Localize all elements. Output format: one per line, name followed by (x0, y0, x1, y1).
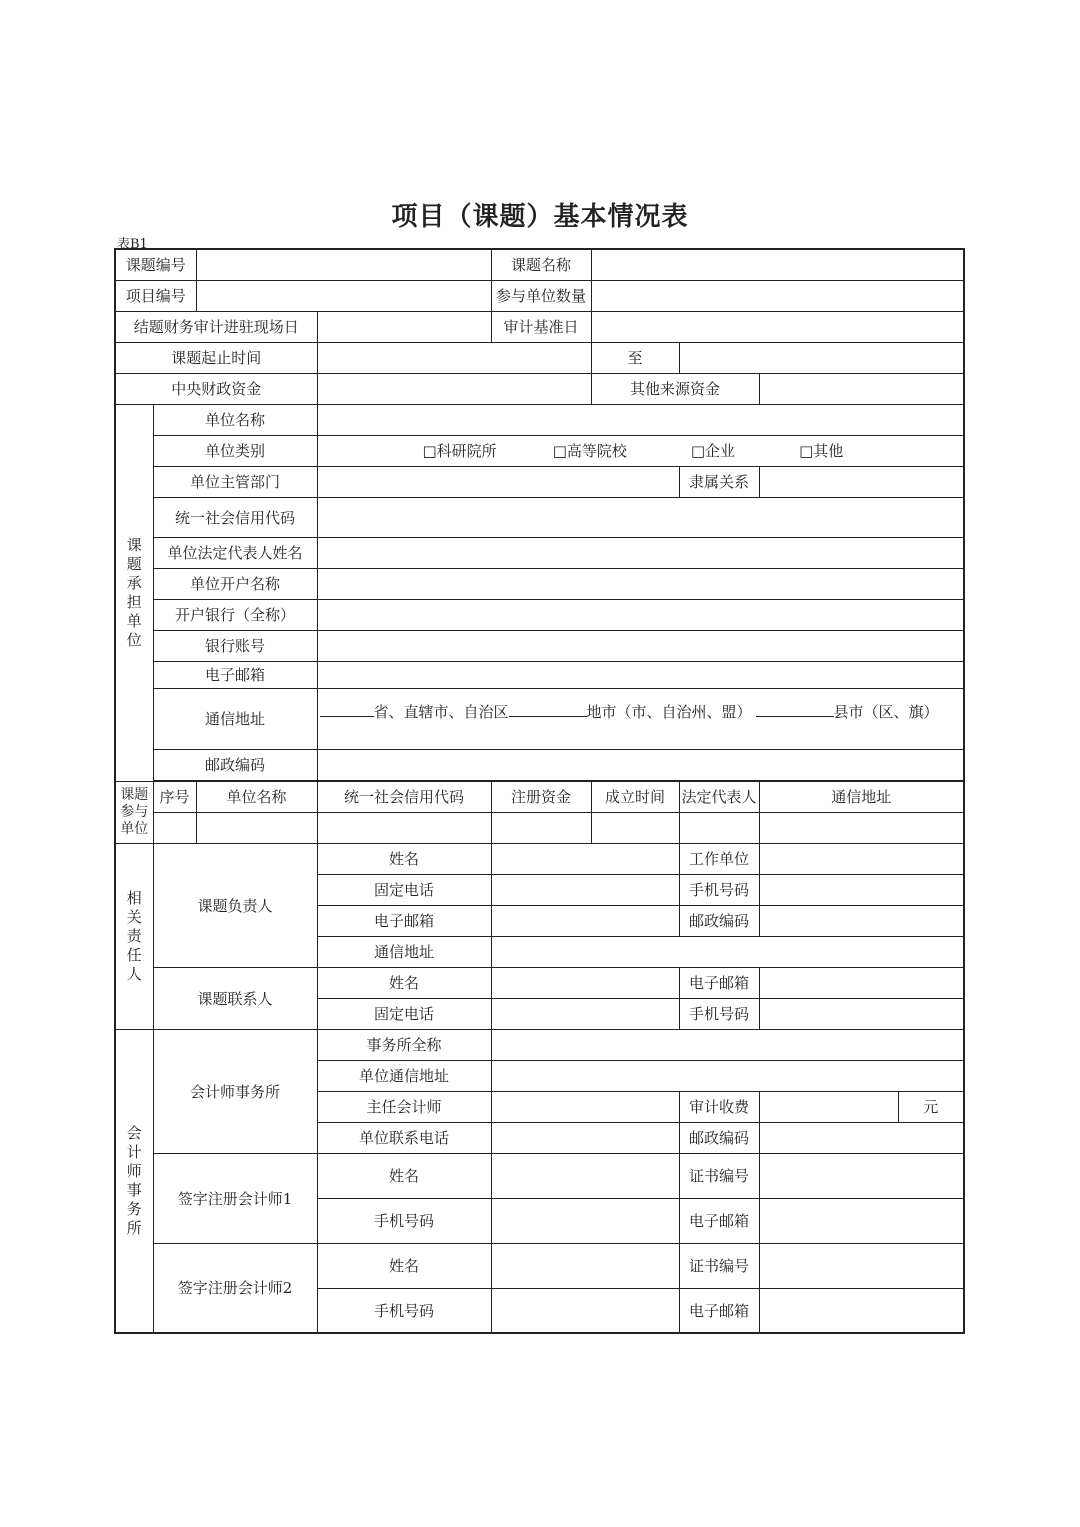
field-work-unit[interactable] (759, 843, 964, 874)
label-leader-name: 姓名 (317, 843, 491, 874)
label-unit-name: 单位名称 (153, 404, 317, 435)
label-contact-landline: 固定电话 (317, 998, 491, 1029)
label-firm: 会计师事务所 (153, 1029, 317, 1153)
label-cpa1-cert: 证书编号 (679, 1153, 759, 1198)
header-registered-capital: 注册资金 (491, 781, 591, 812)
label-firm-address: 单位通信地址 (317, 1060, 491, 1091)
header-address: 通信地址 (759, 781, 964, 812)
label-supervising-dept: 单位主管部门 (153, 466, 317, 497)
field-project-no[interactable] (196, 280, 491, 311)
field-firm-postcode[interactable] (759, 1122, 964, 1153)
unit-type-options (317, 435, 964, 466)
label-other-funds: 其他来源资金 (591, 373, 759, 404)
field-leader-mobile[interactable] (759, 874, 964, 905)
label-firm-phone: 单位联系电话 (317, 1122, 491, 1153)
field-contact-mobile[interactable] (759, 998, 964, 1029)
blank-province[interactable] (320, 706, 374, 717)
label-cpa2-cert: 证书编号 (679, 1243, 759, 1288)
label-signing-cpa-2: 签字注册会计师2 (153, 1243, 317, 1333)
header-credit-code: 统一社会信用代码 (317, 781, 491, 812)
checkbox-enterprise[interactable]: □企业 (690, 442, 736, 460)
checkbox-university[interactable]: □高等院校 (552, 442, 627, 460)
label-leader-email: 电子邮箱 (317, 905, 491, 936)
label-unit-postcode: 邮政编码 (153, 749, 317, 780)
table-tag: 表B1 (117, 237, 148, 252)
label-project-no: 项目编号 (115, 280, 196, 311)
label-currency-unit: 元 (898, 1091, 964, 1122)
label-firm-postcode: 邮政编码 (679, 1122, 759, 1153)
label-topic-leader: 课题负责人 (153, 843, 317, 967)
label-topic-no: 课题编号 (115, 249, 196, 280)
label-contact-mobile: 手机号码 (679, 998, 759, 1029)
field-cpa2-mobile[interactable] (491, 1288, 679, 1333)
field-cpa1-mobile[interactable] (491, 1198, 679, 1243)
label-topic-contact: 课题联系人 (153, 967, 317, 1029)
label-account-no: 银行账号 (153, 630, 317, 661)
label-chief-accountant: 主任会计师 (317, 1091, 491, 1122)
field-firm-full-name[interactable] (491, 1029, 964, 1060)
label-account-name: 单位开户名称 (153, 568, 317, 599)
label-work-unit: 工作单位 (679, 843, 759, 874)
field-cpa1-email[interactable] (759, 1198, 964, 1243)
label-audit-fee: 审计收费 (679, 1091, 759, 1122)
field-legal-rep[interactable] (317, 537, 964, 568)
label-unit-address: 通信地址 (153, 688, 317, 749)
field-leader-email[interactable] (491, 905, 679, 936)
header-seq: 序号 (153, 781, 196, 812)
section-participating-units: 课题参与单位 (115, 781, 153, 843)
field-bank[interactable] (317, 599, 964, 630)
field-supervising-dept[interactable] (317, 466, 679, 497)
field-central-funds[interactable] (317, 373, 591, 404)
address-city-label: 地市（市、自治州、盟） (586, 702, 752, 721)
blank-city[interactable] (509, 706, 587, 717)
section-responsible-persons: 相关责任人 (115, 843, 153, 1029)
blank-county[interactable] (756, 706, 834, 717)
header-established: 成立时间 (591, 781, 679, 812)
field-audit-entry-date[interactable] (317, 311, 491, 342)
field-contact-email[interactable] (759, 967, 964, 998)
label-cpa1-email: 电子邮箱 (679, 1198, 759, 1243)
label-contact-email: 电子邮箱 (679, 967, 759, 998)
label-bank: 开户银行（全称） (153, 599, 317, 630)
field-period-start[interactable] (317, 342, 591, 373)
field-leader-landline[interactable] (491, 874, 679, 905)
checkbox-other[interactable]: □其他 (799, 442, 844, 460)
header-legal-rep: 法定代表人 (679, 781, 759, 812)
label-signing-cpa-1: 签字注册会计师1 (153, 1153, 317, 1243)
field-leader-postcode[interactable] (759, 905, 964, 936)
address-county-label: 县市（区、旗） (833, 702, 939, 721)
label-to: 至 (591, 342, 679, 373)
field-contact-landline[interactable] (491, 998, 679, 1029)
basic-info-table (114, 248, 965, 1334)
cell-address[interactable] (759, 812, 964, 843)
field-firm-address[interactable] (491, 1060, 964, 1091)
section-accounting-firm: 会计师事务所 (115, 1029, 153, 1333)
field-credit-code[interactable] (317, 497, 964, 537)
field-affiliation[interactable] (759, 466, 964, 497)
field-cpa2-cert[interactable] (759, 1243, 964, 1288)
label-unit-email: 电子邮箱 (153, 661, 317, 688)
label-leader-address: 通信地址 (317, 936, 491, 967)
field-topic-no[interactable] (196, 249, 491, 280)
label-legal-rep: 单位法定代表人姓名 (153, 537, 317, 568)
field-firm-phone[interactable] (491, 1122, 679, 1153)
field-unit-name[interactable] (317, 404, 964, 435)
field-cpa1-name[interactable] (491, 1153, 679, 1198)
field-audit-fee[interactable] (759, 1091, 898, 1122)
field-unit-address[interactable] (317, 688, 964, 749)
label-cpa2-mobile: 手机号码 (317, 1288, 491, 1333)
field-audit-base-date[interactable] (591, 311, 964, 342)
label-audit-base-date: 审计基准日 (491, 311, 591, 342)
label-affiliation: 隶属关系 (679, 466, 759, 497)
section-undertaking-unit: 课题承担单位 (115, 404, 153, 781)
field-period-end[interactable] (679, 342, 964, 373)
field-cpa1-cert[interactable] (759, 1153, 964, 1198)
label-cpa1-mobile: 手机号码 (317, 1198, 491, 1243)
cell-seq[interactable] (153, 812, 196, 843)
label-cpa1-name: 姓名 (317, 1153, 491, 1198)
cell-legal-rep[interactable] (679, 812, 759, 843)
label-participant-count: 参与单位数量 (491, 280, 591, 311)
field-cpa2-name[interactable] (491, 1243, 679, 1288)
field-account-name[interactable] (317, 568, 964, 599)
label-credit-code: 统一社会信用代码 (153, 497, 317, 537)
label-cpa2-name: 姓名 (317, 1243, 491, 1288)
checkbox-research-institute[interactable]: □科研院所 (422, 442, 497, 460)
label-leader-postcode: 邮政编码 (679, 905, 759, 936)
label-leader-landline: 固定电话 (317, 874, 491, 905)
field-unit-email[interactable] (317, 661, 964, 688)
label-firm-full-name: 事务所全称 (317, 1029, 491, 1060)
field-cpa2-email[interactable] (759, 1288, 964, 1333)
field-topic-name[interactable] (591, 249, 964, 280)
field-chief-accountant[interactable] (491, 1091, 679, 1122)
cell-established[interactable] (591, 812, 679, 843)
label-unit-type: 单位类别 (153, 435, 317, 466)
cell-credit-code[interactable] (317, 812, 491, 843)
field-account-no[interactable] (317, 630, 964, 661)
field-leader-name[interactable] (491, 843, 679, 874)
page-title: 项目（课题）基本情况表 (391, 202, 689, 232)
cell-unit-name[interactable] (196, 812, 317, 843)
field-contact-name[interactable] (491, 967, 679, 998)
field-participant-count[interactable] (591, 280, 964, 311)
label-leader-mobile: 手机号码 (679, 874, 759, 905)
field-leader-address[interactable] (491, 936, 964, 967)
label-audit-entry-date: 结题财务审计进驻现场日 (115, 311, 317, 342)
field-other-funds[interactable] (759, 373, 964, 404)
label-cpa2-email: 电子邮箱 (679, 1288, 759, 1333)
label-topic-period: 课题起止时间 (115, 342, 317, 373)
cell-registered-capital[interactable] (491, 812, 591, 843)
label-central-funds: 中央财政资金 (115, 373, 317, 404)
field-unit-postcode[interactable] (317, 749, 964, 780)
label-contact-name: 姓名 (317, 967, 491, 998)
address-province-label: 省、直辖市、自治区 (373, 702, 509, 721)
header-unit-name: 单位名称 (196, 781, 317, 812)
label-topic-name: 课题名称 (491, 249, 591, 280)
